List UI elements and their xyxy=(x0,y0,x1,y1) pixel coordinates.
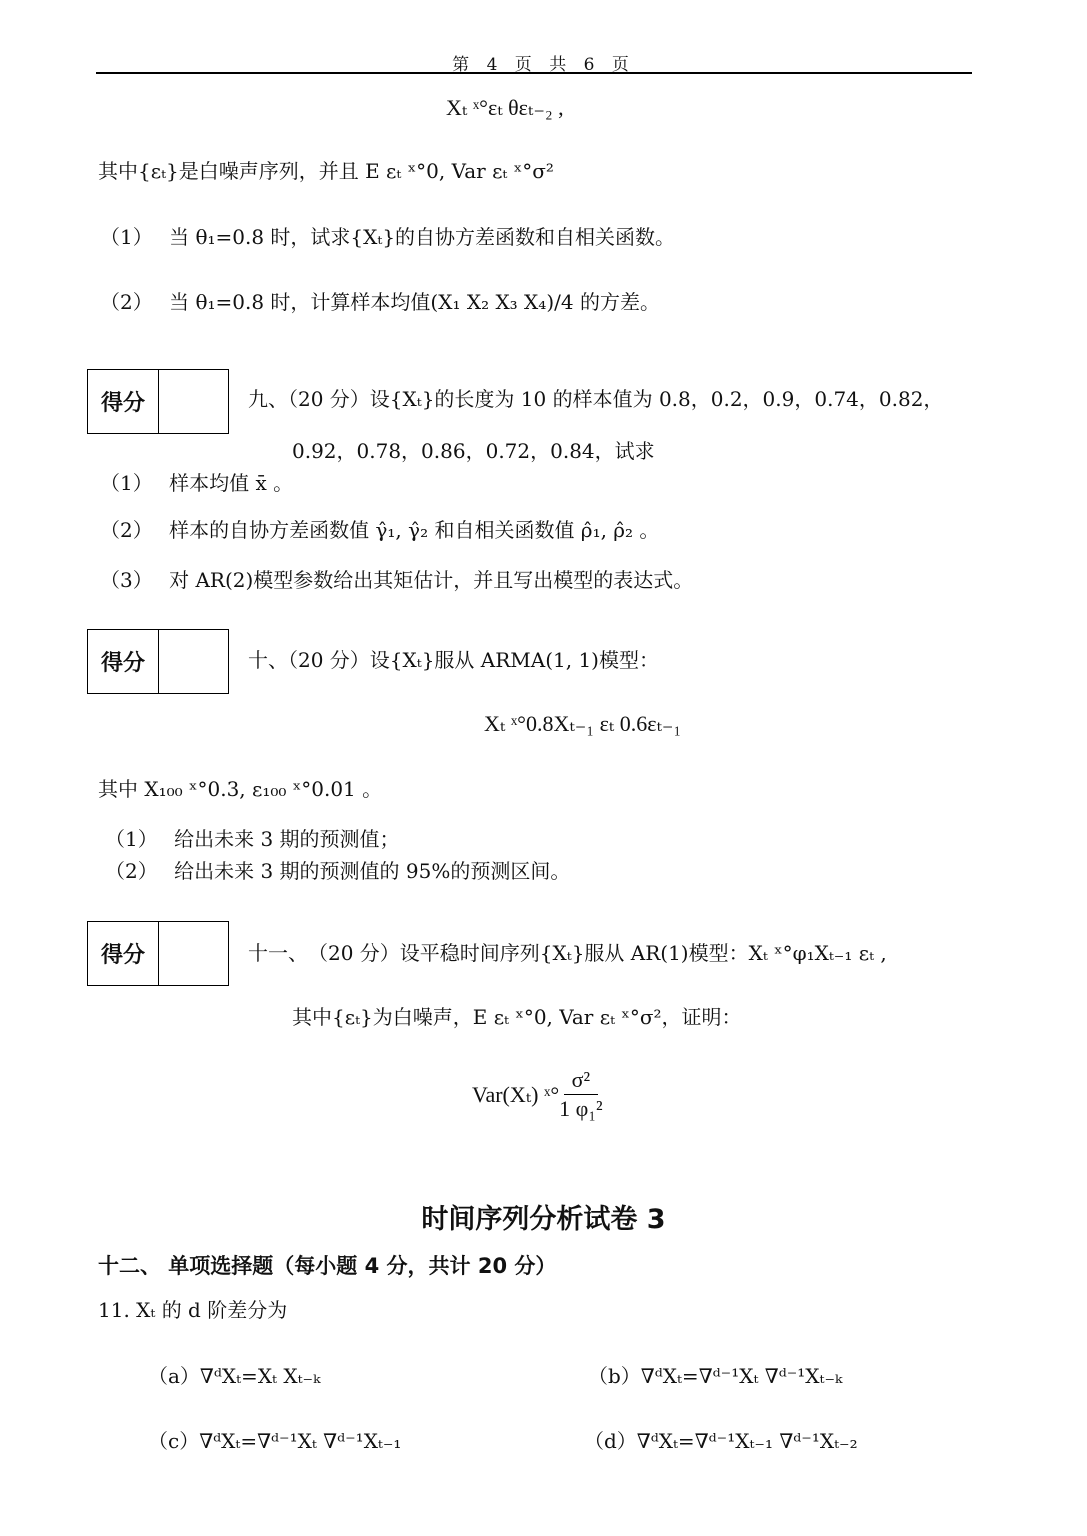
p9-question-1: （1） 样本均值 x̄ 。 xyxy=(100,471,294,495)
p11-heading: 十一、 （20 分）设平稳时间序列{Xₜ}服从 AR(1)模型：Xₜ ˣ°φ₁Xₜ₋₁ εₜ , xyxy=(248,941,887,965)
variance-lhs: Var(Xₜ) ˣ° xyxy=(472,1081,560,1107)
p9-question-2: （2） 样本的自协方差函数值 γ̂₁, γ̂₂ 和自相关函数值 ρ̂₁, ρ̂₂ 。 xyxy=(100,518,660,542)
variance-numerator: σ² xyxy=(564,1066,598,1095)
option-c: （c）∇ᵈXₜ=∇ᵈ⁻¹Xₜ ∇ᵈ⁻¹Xₜ₋₁ xyxy=(148,1429,402,1453)
option-d: （d）∇ᵈXₜ=∇ᵈ⁻¹Xₜ₋₁ ∇ᵈ⁻¹Xₜ₋₂ xyxy=(584,1429,858,1453)
page-number-header: 第 4 页 共 6 页 xyxy=(452,55,635,75)
p10-heading: 十、（20 分）设{Xₜ}服从 ARMA(1, 1)模型： xyxy=(248,648,659,672)
p9-heading-continued: 0.92，0.78，0.86，0.72，0.84，试求 xyxy=(292,439,655,463)
exam-title: 时间序列分析试卷 3 xyxy=(421,1204,666,1235)
p8-where-text: 其中{εₜ}是白噪声序列，并且 E εₜ ˣ°0, Var εₜ ˣ°σ² xyxy=(98,159,554,183)
variance-denominator: 1 φ₁² xyxy=(559,1096,603,1121)
score-label: 得分 xyxy=(88,630,159,693)
section-12-heading: 十二、 单项选择题（每小题 4 分，共计 20 分） xyxy=(98,1254,557,1278)
ma-model-equation: Xₜ ˣ°εₜ θεₜ₋₂ , xyxy=(446,95,564,120)
score-box xyxy=(87,369,229,434)
p10-question-2: （2） 给出未来 3 期的预测值的 95%的预测区间。 xyxy=(105,859,571,883)
score-label: 得分 xyxy=(88,922,159,985)
p8-question-2: （2） 当 θ₁=0.8 时，计算样本均值(X₁ X₂ X₃ X₄)/4 的方差。 xyxy=(100,290,660,314)
score-box xyxy=(87,921,229,986)
p9-question-3: （3） 对 AR(2)模型参数给出其矩估计，并且写出模型的表达式。 xyxy=(100,568,694,592)
p10-question-1: （1） 给出未来 3 期的预测值； xyxy=(105,827,400,851)
p9-heading: 九、（20 分）设{Xₜ}的长度为 10 的样本值为 0.8，0.2，0.9，0.74，0.82， xyxy=(248,387,944,411)
score-label: 得分 xyxy=(88,370,159,433)
p8-question-1: （1） 当 θ₁=0.8 时，试求{Xₜ}的自协方差函数和自相关函数。 xyxy=(100,225,676,249)
option-b: （b）∇ᵈXₜ=∇ᵈ⁻¹Xₜ ∇ᵈ⁻¹Xₜ₋ₖ xyxy=(588,1364,843,1388)
p11-where-text: 其中{εₜ}为白噪声，E εₜ ˣ°0, Var εₜ ˣ°σ²，证明： xyxy=(292,1005,742,1029)
p10-where-text: 其中 X₁₀₀ ˣ°0.3, ε₁₀₀ ˣ°0.01 。 xyxy=(98,777,383,801)
score-blank xyxy=(159,630,228,693)
score-box xyxy=(87,629,229,694)
score-blank xyxy=(159,370,228,433)
variance-formula xyxy=(472,1066,603,1123)
option-a: （a）∇ᵈXₜ=Xₜ Xₜ₋ₖ xyxy=(148,1364,321,1388)
score-blank xyxy=(159,922,228,985)
variance-fraction xyxy=(559,1066,602,1123)
header-rule xyxy=(96,72,972,74)
question-11-stem: 11. Xₜ 的 d 阶差分为 xyxy=(98,1298,288,1322)
arma-model-equation: Xₜ ˣ°0.8Xₜ₋₁ εₜ 0.6εₜ₋₁ xyxy=(484,711,682,736)
